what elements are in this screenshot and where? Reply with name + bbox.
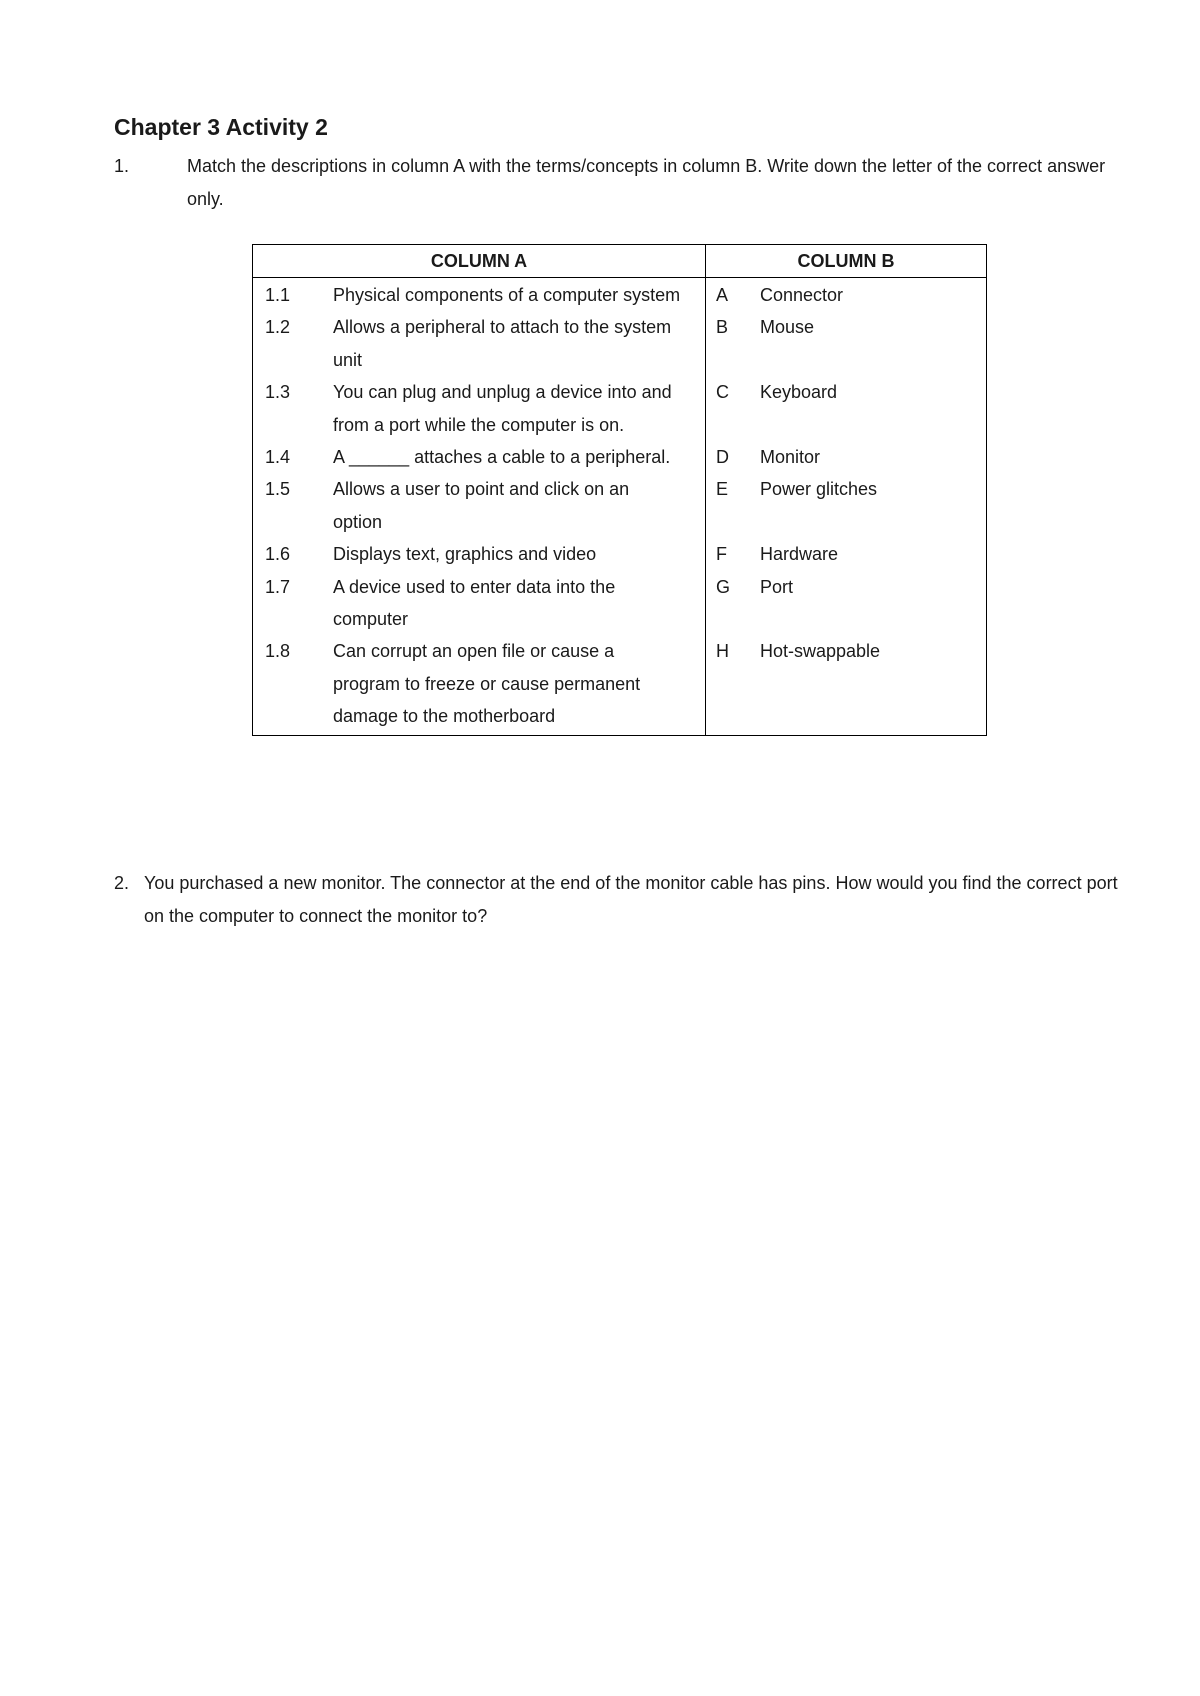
answer-term: Port [760, 576, 794, 597]
table-row [253, 311, 987, 376]
answer-letter: H [716, 641, 729, 662]
answer-letter: B [716, 317, 729, 338]
answer-term: Keyboard [760, 382, 838, 403]
item-number: 1.8 [265, 641, 291, 662]
question-2-number: 2. [114, 873, 130, 893]
item-number: 1.5 [265, 479, 291, 500]
item-description: Allows a user to point and click on an option [333, 479, 630, 532]
table-row [253, 571, 987, 636]
question-1-number: 1. [114, 156, 130, 176]
answer-letter: D [716, 447, 729, 468]
item-number: 1.1 [265, 285, 291, 305]
answer-term: Mouse [760, 317, 815, 338]
answer-letter: C [716, 382, 729, 403]
question-2 [114, 867, 1124, 933]
table-row [253, 473, 987, 538]
answer-letter: F [716, 544, 727, 565]
column-a-header: COLUMN A [253, 245, 706, 278]
item-number: 1.6 [265, 544, 291, 565]
table-row [253, 376, 987, 441]
table-row [253, 538, 987, 570]
item-description: Displays text, graphics and video [333, 544, 597, 565]
item-description: Allows a peripheral to attach to the system unit [333, 317, 672, 370]
item-description: You can plug and unplug a device into and from a port while the computer is on. [333, 382, 672, 435]
answer-term: Hot-swappable [760, 641, 881, 662]
answer-term: Hardware [760, 544, 839, 565]
item-number: 1.4 [265, 447, 291, 468]
table-row [253, 635, 987, 735]
column-b-header: COLUMN B [706, 245, 987, 278]
question-1-text: Match the descriptions in column A with the terms/concepts in column B. Write down the letter of the correct answer only. [187, 156, 1106, 209]
answer-letter: E [716, 479, 729, 500]
item-description: Can corrupt an open file or cause a program to freeze or cause permanent damage to the motherboard [333, 641, 641, 727]
item-number: 1.7 [265, 576, 291, 597]
item-description: A device used to enter data into the computer [333, 576, 616, 630]
table-row [253, 441, 987, 473]
answer-term: Power glitches [760, 479, 878, 500]
answer-letter: G [716, 576, 731, 597]
question-1 [114, 150, 1114, 216]
item-number: 1.2 [265, 317, 291, 338]
item-description: A ______ attaches a cable to a peripheral. [333, 447, 671, 468]
table-header-row [253, 245, 987, 278]
item-number: 1.3 [265, 382, 291, 403]
page-title: Chapter 3 Activity 2 [114, 114, 328, 140]
matching-table [252, 244, 987, 736]
answer-term: Monitor [760, 447, 821, 468]
item-description: Physical components of a computer system [333, 285, 681, 305]
answer-term: Connector [760, 285, 844, 305]
answer-letter: A [716, 285, 729, 305]
table-row [253, 278, 987, 312]
question-2-text: You purchased a new monitor. The connector at the end of the monitor cable has pins. How would you find the correct port on the computer to connect the monitor to? [144, 873, 1118, 926]
